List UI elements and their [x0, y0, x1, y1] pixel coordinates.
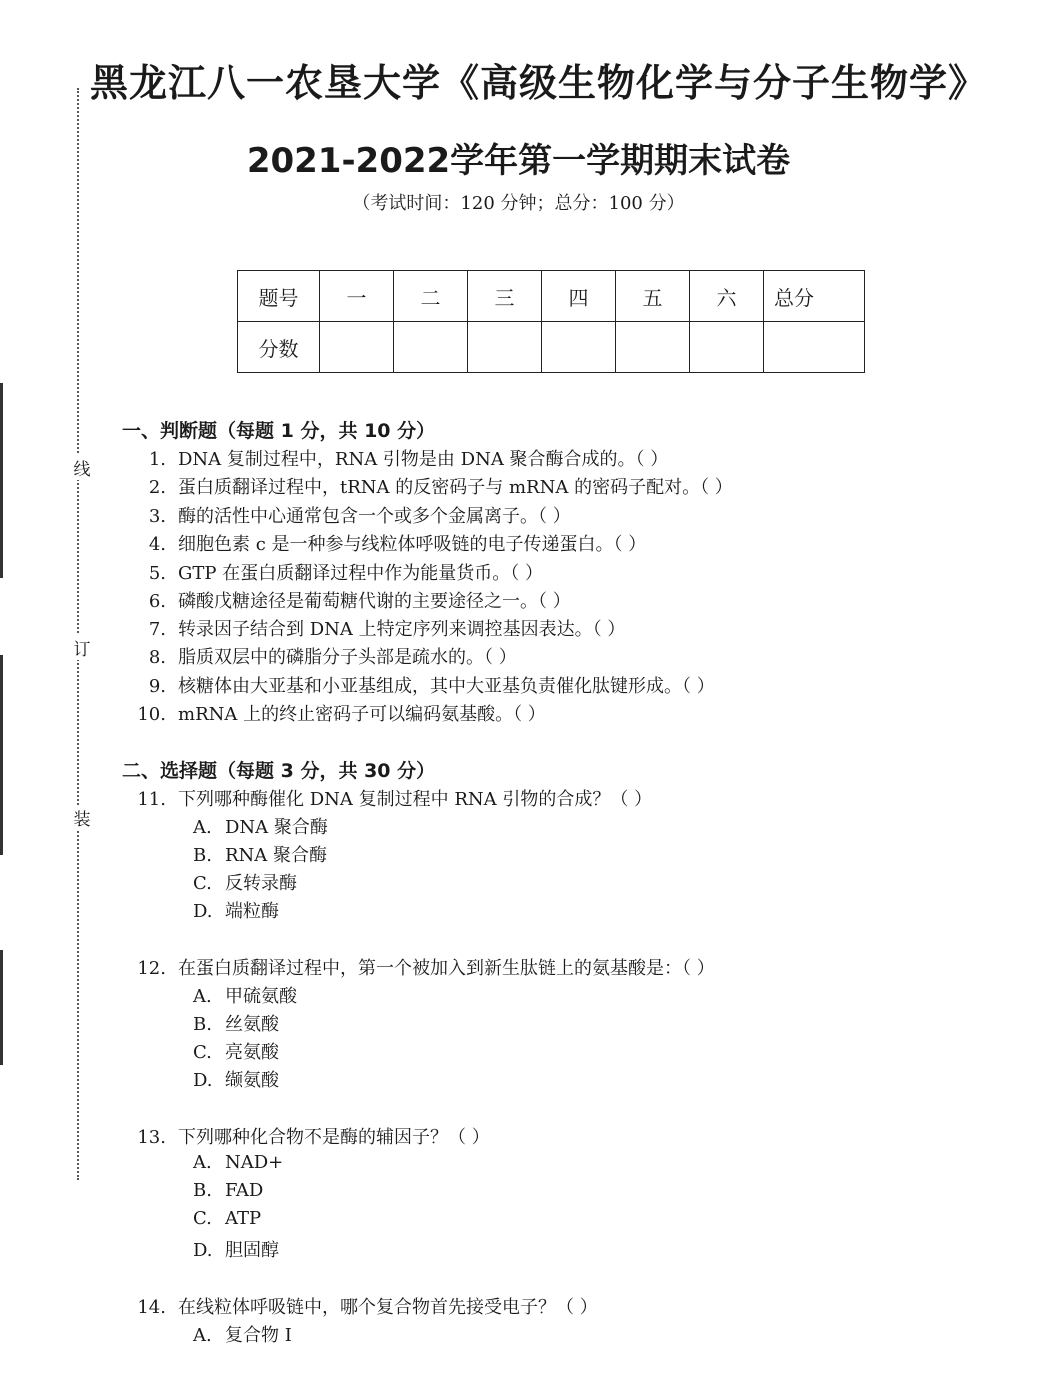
item-number: 4.	[148, 534, 166, 555]
item-text: 蛋白质翻译过程中，tRNA 的反密码子与 mRNA 的密码子配对。（ ）	[178, 477, 733, 498]
option-letter: A.	[193, 1325, 212, 1346]
true-false-item	[124, 445, 668, 471]
true-false-item	[124, 530, 646, 556]
choice-option	[193, 982, 297, 1008]
score-table-header-cell: 四	[542, 271, 616, 322]
score-table-header-cell: 二	[394, 271, 468, 322]
option-text: 反转录酶	[225, 873, 297, 894]
question-stem	[124, 785, 652, 811]
item-number: 3.	[148, 506, 166, 527]
question-text: 在线粒体呼吸链中，哪个复合物首先接受电子？（ ）	[178, 1297, 598, 1318]
question-text: 下列哪种酶催化 DNA 复制过程中 RNA 引物的合成？（ ）	[178, 789, 653, 810]
exam-title-university-course: 黑龙江八一农垦大学《高级生物化学与分子生物学》	[90, 61, 988, 105]
option-letter: A.	[193, 1152, 212, 1173]
question-stem	[124, 1123, 490, 1149]
item-number: 9.	[148, 676, 166, 697]
option-letter: D.	[193, 1240, 213, 1261]
item-text: 酶的活性中心通常包含一个或多个金属离子。（ ）	[178, 506, 571, 527]
item-text: mRNA 上的终止密码子可以编码氨基酸。（ ）	[178, 704, 546, 725]
score-table-row-label: 分数	[238, 322, 320, 373]
item-number: 10.	[137, 704, 166, 725]
choice-option	[193, 1180, 263, 1201]
question-stem	[124, 1293, 598, 1319]
option-text: FAD	[225, 1180, 264, 1201]
binding-dotted-line	[77, 88, 79, 1180]
choice-option	[193, 1236, 279, 1262]
option-letter: C.	[193, 1208, 212, 1229]
item-text: GTP 在蛋白质翻译过程中作为能量货币。（ ）	[178, 563, 543, 584]
option-letter: D.	[193, 901, 213, 922]
section-heading-true-false: 一、判断题（每题 1 分，共 10 分）	[122, 420, 436, 442]
true-false-item	[124, 587, 571, 613]
item-text: DNA 复制过程中，RNA 引物是由 DNA 聚合酶合成的。（ ）	[178, 449, 669, 470]
item-text: 脂质双层中的磷脂分子头部是疏水的。（ ）	[178, 647, 517, 668]
item-number: 2.	[148, 477, 166, 498]
item-text: 细胞色素 c 是一种参与线粒体呼吸链的电子传递蛋白。（ ）	[178, 534, 647, 555]
option-letter: A.	[193, 817, 212, 838]
item-number: 7.	[148, 619, 166, 640]
option-text: 胆固醇	[225, 1240, 279, 1261]
item-text: 转录因子结合到 DNA 上特定序列来调控基因表达。（ ）	[178, 619, 626, 640]
choice-option	[193, 869, 297, 895]
choice-option	[193, 1010, 279, 1036]
option-text: ATP	[225, 1208, 262, 1229]
question-stem	[124, 954, 715, 980]
option-letter: B.	[193, 845, 212, 866]
option-letter: B.	[193, 1180, 212, 1201]
score-table-header-cell: 五	[616, 271, 690, 322]
score-cell	[764, 322, 865, 373]
true-false-item	[124, 473, 733, 499]
question-number: 14.	[137, 1297, 166, 1318]
option-letter: C.	[193, 1042, 212, 1063]
exam-title-term: 2021-2022学年第一学期期末试卷	[246, 141, 791, 181]
choice-option	[193, 813, 328, 839]
score-table-header-cell: 三	[468, 271, 542, 322]
option-text: 复合物 I	[225, 1325, 292, 1346]
question-number: 11.	[137, 789, 166, 810]
choice-option	[193, 897, 279, 923]
margin-label-ding: 订	[72, 635, 92, 660]
binding-edge-bar	[0, 655, 3, 855]
question-text: 在蛋白质翻译过程中，第一个被加入到新生肽链上的氨基酸是：（ ）	[178, 958, 715, 979]
score-cell	[542, 322, 616, 373]
choice-option	[193, 1321, 292, 1347]
score-table-header-cell: 一	[320, 271, 394, 322]
question-number: 12.	[137, 958, 166, 979]
choice-option	[193, 1066, 279, 1092]
true-false-item	[124, 502, 571, 528]
option-letter: A.	[193, 986, 212, 1007]
item-text: 磷酸戊糖途径是葡萄糖代谢的主要途径之一。（ ）	[178, 591, 571, 612]
score-table-header-cell: 六	[690, 271, 764, 322]
true-false-item	[124, 615, 625, 641]
question-text: 下列哪种化合物不是酶的辅因子？（ ）	[178, 1127, 490, 1148]
item-number: 8.	[148, 647, 166, 668]
score-table-header-cell: 题号	[238, 271, 320, 322]
score-table-header-row	[238, 271, 865, 322]
option-text: 丝氨酸	[225, 1014, 279, 1035]
score-cell	[468, 322, 542, 373]
score-table	[237, 270, 865, 373]
binding-edge-bar	[0, 950, 3, 1065]
item-number: 1.	[148, 449, 166, 470]
section-heading-multiple-choice: 二、选择题（每题 3 分，共 30 分）	[122, 760, 436, 782]
choice-option	[193, 1038, 279, 1064]
choice-option	[193, 1208, 261, 1229]
choice-option	[193, 841, 327, 867]
option-text: 甲硫氨酸	[225, 986, 297, 1007]
score-cell	[690, 322, 764, 373]
true-false-item	[124, 700, 546, 726]
score-cell	[394, 322, 468, 373]
option-text: 亮氨酸	[225, 1042, 279, 1063]
option-text: 缬氨酸	[225, 1070, 279, 1091]
score-table-header-cell: 总分	[764, 271, 865, 322]
option-text: RNA 聚合酶	[225, 845, 328, 866]
binding-edge-bar	[0, 383, 3, 578]
option-letter: B.	[193, 1014, 212, 1035]
score-cell	[320, 322, 394, 373]
option-letter: C.	[193, 873, 212, 894]
choice-option	[193, 1152, 283, 1173]
score-table-score-row	[238, 322, 865, 373]
true-false-item	[124, 672, 715, 698]
option-letter: D.	[193, 1070, 213, 1091]
true-false-item	[124, 643, 517, 669]
question-number: 13.	[137, 1127, 166, 1148]
option-text: DNA 聚合酶	[225, 817, 328, 838]
item-text: 核糖体由大亚基和小亚基组成，其中大亚基负责催化肽键形成。（ ）	[178, 676, 715, 697]
margin-label-zhuang: 装	[72, 805, 92, 830]
option-text: NAD+	[225, 1152, 284, 1173]
option-text: 端粒酶	[225, 901, 279, 922]
score-cell	[616, 322, 690, 373]
item-number: 6.	[148, 591, 166, 612]
exam-time-and-score: （考试时间：120 分钟；总分：100 分）	[352, 193, 685, 214]
true-false-item	[124, 559, 543, 585]
margin-label-xian: 线	[72, 455, 92, 480]
item-number: 5.	[148, 563, 166, 584]
